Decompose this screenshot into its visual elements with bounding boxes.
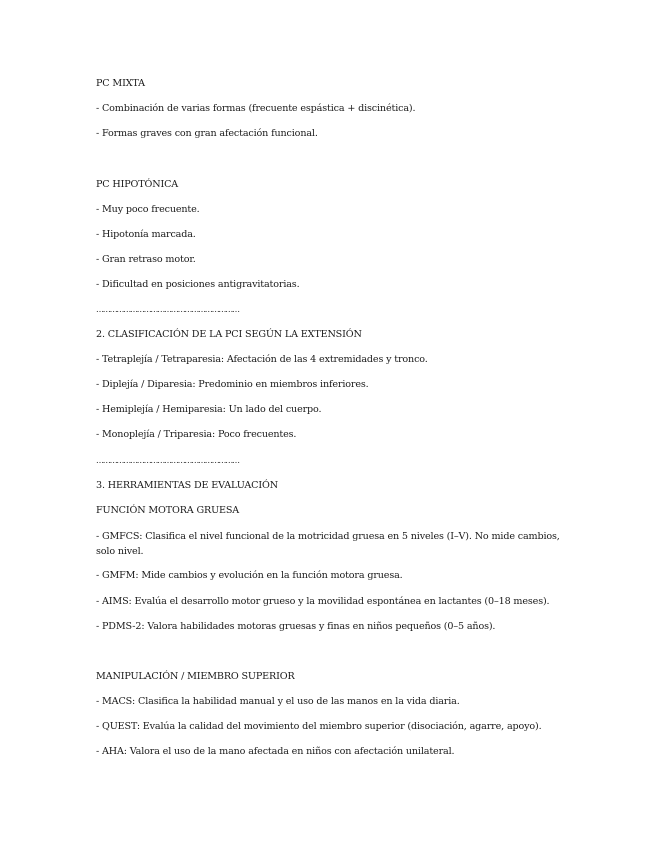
list-item: - MACS: Clasifica la habilidad manual y el uso de las manos en la vida diaria. — [96, 696, 460, 707]
list-item: - Hipotonía marcada. — [96, 229, 196, 240]
dotted-separator: ……………………………………………………… — [96, 456, 239, 465]
section-heading-clasificacion: 2. CLASIFICACIÓN DE LA PCI SEGÚN LA EXTENSIÓN — [96, 329, 362, 340]
dotted-separator: ……………………………………………………… — [96, 305, 239, 314]
list-item: - Monoplejía / Triparesia: Poco frecuentes. — [96, 429, 297, 440]
section-heading-herramientas: 3. HERRAMIENTAS DE EVALUACIÓN — [96, 480, 278, 491]
list-item: - GMFM: Mide cambios y evolución en la función motora gruesa. — [96, 570, 403, 581]
section-heading-pc-mixta: PC MIXTA — [96, 78, 145, 89]
list-item: - Combinación de varias formas (frecuente espástica + discinética). — [96, 103, 416, 114]
section-heading-pc-hipotonica: PC HIPOTÓNICA — [96, 179, 179, 190]
list-item: - Formas graves con gran afectación funcional. — [96, 128, 318, 139]
list-item: - Diplejía / Diparesia: Predominio en miembros inferiores. — [96, 379, 369, 390]
list-item: - GMFCS: Clasifica el nivel funcional de la motricidad gruesa en 5 niveles (I–V). No mide cambios, solo nivel. — [96, 531, 560, 557]
list-item: - Hemiplejía / Hemiparesia: Un lado del cuerpo. — [96, 404, 322, 415]
list-item: - QUEST: Evalúa la calidad del movimiento del miembro superior (disociación, agarre, apoyo). — [96, 721, 542, 732]
list-item: - AHA: Valora el uso de la mano afectada en niños con afectación unilateral. — [96, 746, 455, 757]
list-item: - Muy poco frecuente. — [96, 204, 200, 215]
list-item: - Dificultad en posiciones antigravitatorias. — [96, 279, 300, 290]
subsection-heading-motora-gruesa: FUNCIÓN MOTORA GRUESA — [96, 505, 240, 516]
list-item: - Gran retraso motor. — [96, 254, 196, 265]
list-item: - PDMS-2: Valora habilidades motoras gruesas y finas en niños pequeños (0–5 años). — [96, 621, 496, 632]
list-item: - AIMS: Evalúa el desarrollo motor grueso y la movilidad espontánea en lactantes (0–18 meses). — [96, 596, 550, 607]
list-item: - Tetraplejía / Tetraparesia: Afectación de las 4 extremidades y tronco. — [96, 354, 428, 365]
section-heading-manipulacion: MANIPULACIÓN / MIEMBRO SUPERIOR — [96, 671, 295, 682]
